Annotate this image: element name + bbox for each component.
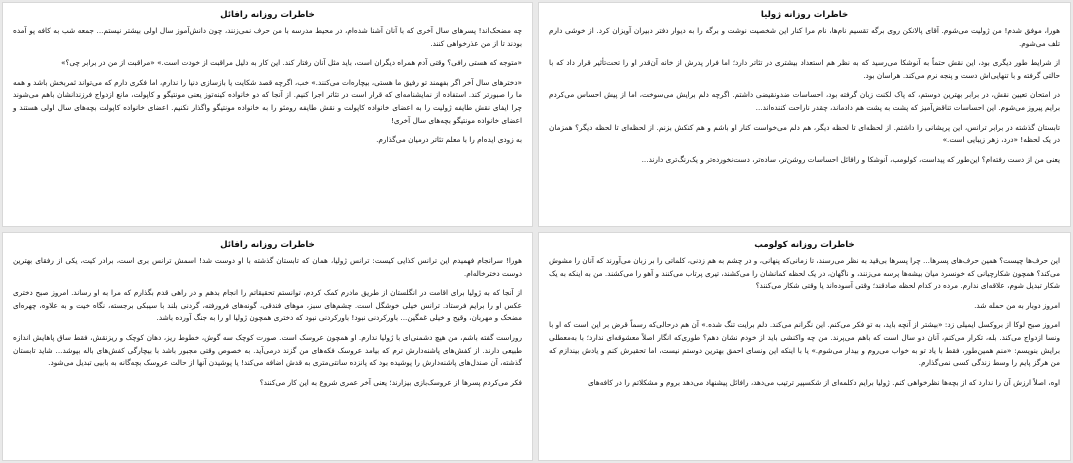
paragraph: «دخترهای سال آخر اگر بفهمند تو رفیق ما هستی، بیچاره‌ات می‌کنند.» خب، اگرچه قصد شکایت یا بازسازی دنیا را ندارم، اما فکری دارم که می‌تواند ثمربخش باشد و همه ما را صبورتر کند. استفاده از نمایشنامه‌ای که قرار است در تئاتر اجرا کنیم. از آنجا که دو خانواده کینه‌توز یعنی مونتیگو و کاپولت، مانع ازدواج فرزندانشان باهم می‌شوند چرا ایفای نقش طایفه ژولیت را به اعضای خانواده کاپولت و نقش طایفه رومئو را به خانواده مونتیگو واگذار نکنیم. اعضای خانواده کاپولت بچه‌های سال اولی هستند و اعضای خانواده مونتیگو بچه‌های سال آخری!: [13, 77, 522, 125]
paragraph: یعنی من از دست رفته‌ام؟ این‌طور که پیداست، کولومب، آنوشکا و رافائل احساسات روشن‌تر، ساده‌تر، دست‌نخورده‌تر و یک‌رنگ‌تری دارند...: [641, 154, 1060, 164]
paragraph: چه مضحک‌اند! پسرهای سال آخری که با آنان آشنا شده‌ام، در محیط مدرسه با من حرف نمی‌زنند، چون دانش‌آموز سال اولی بیشتر نیستم... جمعه شب به کافه پو آمده بودند تا از من عذرخواهی کنند.: [13, 26, 522, 48]
panel-raphael-diary-1: [2, 2, 533, 227]
panel-title: خاطرات روزانه رافائل: [220, 240, 315, 250]
paragraph: این حرف‌ها چیست؟ همین حرف‌های پسرها... چرا پسرها بی‌قید به نظر می‌رسند، تا زمانی‌که پنهانی، و در چشم به هم زدنی، کلماتی را بر زبان می‌آورند که آنان را مشوش می‌کند؟ همچون شکارچیانی که خونسرد میان بیشه‌ها پرسه می‌زنند، و ناگهان، در یک لحظه کمانشان را می‌کشند، تیری پرتاب می‌کنند و آهو را می‌کشند. من به اینکه به یک شکار تبدیل شوم، علاقه‌ای ندارم. مرده در کدام لحظه صادقند؛ وقتی آسوده‌اند یا وقتی شکار می‌کنند؟: [549, 256, 1060, 291]
panel-title: خاطرات روزانه کولومب: [754, 240, 855, 250]
paragraph: تابستان گذشته در برابر ترانس، این پریشانی را داشتم. از لحظه‌ای تا لحظه دیگر، هم دلم می‌خواست کنار او باشم و هم کنکش بزنم. از لحظه‌ای تا لحظه دیگر؟ همزمان در یک لحظه! «درد، زهر زیبایی است.»: [549, 122, 1060, 145]
paragraph: هورا، موفق شدم! من ژولیت می‌شوم. آقای پالانکن روی برگه تقسیم نام‌ها، نام مرا کنار این شخصیت نوشت و برگه را به دیوار دفتر دبیران آویزان کرد. از خوشی دارم تلف می‌شوم.: [549, 26, 1060, 48]
paragraph: امروز دوبار به من حمله شد.: [974, 300, 1060, 310]
paragraph: به زودی ایده‌ام را با معلم تئاتر درمیان می‌گذارم.: [376, 135, 522, 145]
panel-title: خاطرات روزانه ژولیا: [760, 10, 849, 20]
paragraph: در امتحان تعیین نقش، در برابر بهترین دوستم، که پاک لکنت زبان گرفته بود، احساسات ضدونقیضی داشتم. اگرچه دلم برایش می‌سوخت، اما از پیش احساس می‌کردم برایم پیروز می‌شوم. این احساسات تناقض‌آمیز که پشت به پشت هم دادماند، چقدر ناراحت کننده‌اند...: [549, 90, 1060, 112]
panel-title: خاطرات روزانه رافائل: [220, 10, 315, 20]
panel-colombe-diary: [538, 232, 1071, 461]
paragraph: هورا! سرانجام فهمیدم این ترانس کذایی کیست: ترانس ژولیا، همان که تابستان گذشته با او دوست شد! اسمش ترانس بری است، برادر کیت، یکی از رفقای بهترین دوست دخترخاله‌ام.: [13, 256, 522, 278]
paragraph: روراست گفته باشم، من هیچ دشمنی‌ای با ژولیا ندارم. او همچون عروسک است. صورت کوچک سه گوش، خطوط ریز، دهان کوچک و ریزنقش، فقط ساق پاهایش اندازه طبیعی دارند. از کفش‌های پاشنه‌دارش ترم که بیامد عروسک فکه‌های من گزند درمی‌آید. به خصوص وقتی مجبور باشد با بیچارگی کفش‌های باله بپوشد... شاید تابستان گذشته، آن صندل‌های پاشنه‌دارش را پوشیده بود که پانزده سانتی‌متری به قدش اضافه می‌کند! یا پوشیدن آنها از حالت عروسک بچه‌گانه به بابیی تبدیل می‌شود.: [13, 332, 522, 368]
paragraph: «متوجه که هستی رافی؟ وقتی آدم همراه دیگران است، باید مثل آنان رفتار کند. این کار به دلیل مراقبت از خودت است.» «مراقبت از من در برابر چی؟»: [61, 58, 522, 68]
panel-julia-diary: [538, 2, 1071, 227]
paragraph: فکر می‌کردم پسرها از عروسک‌بازی بیزارند؛ یعنی آخر عمری شروع به این کار می‌کنند؟: [259, 377, 522, 387]
paragraph: از شرایط طور دیگری بود، این نقش حتماً به آنوشکا می‌رسید که به نظر هم استعداد بیشتری در تئاتر دارد؛ اما فرار پدرش از خانه آن‌قدر او را تحت‌تأثیر قرار داد که با حالتی گرفته و با تنهایی‌اش دست و پنجه نرم می‌کند. هراسان بود.: [549, 58, 1060, 80]
paragraph: اوه، اصلاً ارزش آن را ندارد که از بچه‌ها نظرخواهی کنم. ژولیا برایم دکلمه‌ای از شکسپیر ترتیب می‌دهد، رافائل پیشنهاد می‌دهد بروم و مشکلاتم را در کافه‌های: [587, 377, 1060, 387]
paragraph: از آنجا که به ژولیا برای اقامت در انگلستان از طریق مادرم کمک کردم، توانستم تحقیقاتم را انجام بدهم و در راهی قدم بگذارم که مرا به او رساند. امروز صبح دختری عکس او را برایم فرستاد. ترانس خیلی خوشگل است. چشم‌های سبز، موهای فندقی، گونه‌های فرورفته، گردنی بلند با سیبکی برجسته، نگاه خیت و به علاوه، چهره‌ای مضحک و مهربان، وقیح و خیلی غمگین... باورکردنی نبود! باورکردنی نبود که دختری همچون ژولیا او را به جنگ آورده باشد.: [13, 288, 522, 323]
panel-raphael-diary-2: [2, 232, 533, 461]
paragraph: امروز صبح لوکا از بروکسل ایمیلی زد: «بیشتر از آنچه باید، به تو فکر می‌کنم. این نگرانم می‌کند. دلم برایت تنگ شده.» آن هم درحالی‌که رسماً قرض بر این است که او با ونسا ازدواج می‌کند. بله، تکرار می‌کنم، آنان دو سال است که باهم می‌پرند. من چه واکنشی باید از خودم نشان دهم؟ طوری‌که انگار اصلاً معشوقه‌ای ندارد؛ با به‌معطلی برایش بنویسم: «منم همین‌طور، فقط با یاد تو به خواب می‌روم و بیدار می‌شوم.» یا با اینکه این ونسای احمق بهترین دوستم نیست، اما تحقیرش کنم و یادش بیندازم که من هرگز پایم را وسط زندگی کسی نمی‌گذارم.: [549, 320, 1060, 368]
